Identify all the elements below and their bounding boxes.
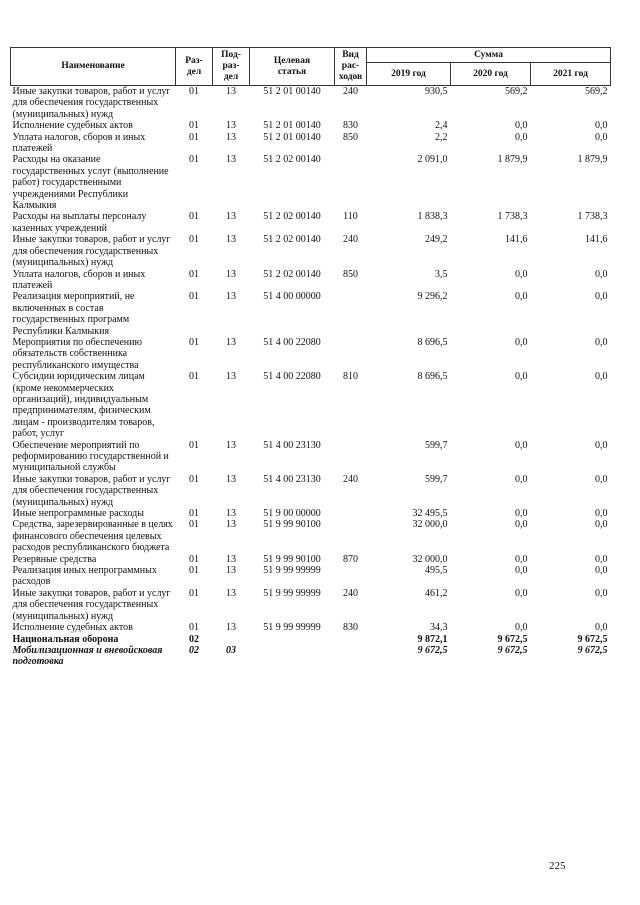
cell-sum-2021: 0,0 <box>595 291 608 303</box>
cell-razdel: 01 <box>189 371 199 383</box>
table-row <box>11 588 611 622</box>
cell-sum-2020: 0,0 <box>515 622 528 634</box>
cell-vid: 240 <box>343 473 358 485</box>
cell-name: Уплата налогов, сборов и иных платежей <box>12 268 146 291</box>
cell-name: Реализация мероприятий, не включенных в состав государственных программ Республики Калмыкия <box>12 291 135 337</box>
cell-target <box>250 645 335 668</box>
table-row <box>11 645 611 668</box>
cell-name: Иные закупки товаров, работ и услуг для обеспечения государственных (муниципальных) нужд <box>12 234 171 269</box>
cell-target: 51 9 99 99999 <box>263 587 321 599</box>
cell-sum-2019: 2,2 <box>435 131 448 143</box>
cell-target: 51 9 99 99999 <box>263 622 321 634</box>
cell-name: Иные закупки товаров, работ и услуг для обеспечения государственных (муниципальных) нужд <box>12 587 171 622</box>
header-podrazdel: Под- раз- дел <box>213 48 250 86</box>
cell-razdel: 01 <box>189 211 199 223</box>
cell-vid <box>335 337 367 371</box>
cell-podrazdel: 13 <box>226 519 236 531</box>
cell-sum-2020: 0,0 <box>515 508 528 520</box>
cell-sum-2019: 495,5 <box>425 565 448 577</box>
cell-razdel: 01 <box>189 268 199 280</box>
cell-sum-2020: 0,0 <box>515 371 528 383</box>
cell-vid: 240 <box>343 587 358 599</box>
cell-podrazdel: 03 <box>226 644 236 656</box>
cell-razdel: 01 <box>189 519 199 531</box>
cell-sum-2021: 0,0 <box>595 519 608 531</box>
cell-sum-2020: 0,0 <box>515 291 528 303</box>
cell-target: 51 2 02 00140 <box>263 268 321 280</box>
cell-razdel: 01 <box>189 154 199 166</box>
header-2019: 2019 год <box>367 63 451 86</box>
cell-podrazdel: 13 <box>226 120 236 132</box>
cell-vid <box>335 508 367 519</box>
cell-vid: 850 <box>343 131 358 143</box>
cell-sum-2021: 0,0 <box>595 508 608 520</box>
cell-sum-2020: 1 879,9 <box>497 154 528 166</box>
header-razdel: Раз- дел <box>176 48 213 86</box>
cell-sum-2019: 9 296,2 <box>417 291 448 303</box>
cell-razdel: 01 <box>189 234 199 246</box>
table-row <box>11 154 611 211</box>
header-2020: 2020 год <box>451 63 531 86</box>
cell-sum-2021: 1 879,9 <box>577 154 608 166</box>
cell-vid: 810 <box>343 371 358 383</box>
cell-vid: 240 <box>343 234 358 246</box>
cell-sum-2019: 32 495,5 <box>412 508 448 520</box>
cell-vid <box>335 634 367 645</box>
cell-podrazdel: 13 <box>226 211 236 223</box>
cell-sum-2019: 8 696,5 <box>417 336 448 348</box>
cell-sum-2019: 8 696,5 <box>417 371 448 383</box>
cell-sum-2019: 249,2 <box>425 234 448 246</box>
table-row <box>11 554 611 565</box>
cell-podrazdel: 13 <box>226 371 236 383</box>
cell-razdel: 01 <box>189 622 199 634</box>
cell-podrazdel <box>213 634 250 645</box>
cell-sum-2019: 930,5 <box>425 86 448 97</box>
cell-sum-2020: 9 672,5 <box>497 644 528 656</box>
cell-vid: 830 <box>343 622 358 634</box>
cell-sum-2019: 1 838,3 <box>417 211 448 223</box>
cell-target: 51 2 02 00140 <box>263 211 321 223</box>
cell-sum-2021: 0,0 <box>595 439 608 451</box>
cell-target: 51 2 02 00140 <box>263 154 321 166</box>
cell-sum-2020: 0,0 <box>515 473 528 485</box>
cell-razdel: 01 <box>189 565 199 577</box>
cell-sum-2021: 141,6 <box>585 234 608 246</box>
cell-sum-2021: 0,0 <box>595 565 608 577</box>
cell-razdel: 01 <box>189 120 199 132</box>
cell-name: Исполнение судебных актов <box>12 622 133 634</box>
cell-sum-2021: 0,0 <box>595 268 608 280</box>
cell-podrazdel: 13 <box>226 508 236 520</box>
cell-vid <box>335 519 367 553</box>
table-row <box>11 508 611 519</box>
cell-target: 51 9 00 00000 <box>263 508 321 520</box>
budget-table <box>10 47 611 668</box>
budget-table-sheet <box>10 47 610 668</box>
cell-podrazdel: 13 <box>226 291 236 303</box>
cell-target: 51 9 99 90100 <box>263 519 321 531</box>
cell-name: Иные закупки товаров, работ и услуг для обеспечения государственных (муниципальных) нужд <box>12 473 171 508</box>
cell-sum-2021: 0,0 <box>595 371 608 383</box>
cell-target: 51 4 00 23130 <box>263 439 321 451</box>
cell-vid: 850 <box>343 268 358 280</box>
cell-razdel: 01 <box>189 86 199 97</box>
table-row <box>11 440 611 474</box>
cell-name: Расходы на оказание государственных услуг (выполнение работ) государственными учреждениями Республики Калмыкия <box>12 154 169 212</box>
cell-sum-2019: 3,5 <box>435 268 448 280</box>
cell-razdel: 02 <box>189 644 199 656</box>
cell-sum-2019: 9 872,1 <box>417 633 448 645</box>
cell-podrazdel: 13 <box>226 131 236 143</box>
cell-podrazdel: 13 <box>226 473 236 485</box>
cell-name: Расходы на выплаты персоналу казенных учреждений <box>12 211 147 234</box>
cell-target <box>250 634 335 645</box>
table-row <box>11 132 611 155</box>
cell-vid <box>335 154 367 211</box>
table-row <box>11 120 611 131</box>
cell-sum-2019: 2 091,0 <box>417 154 448 166</box>
cell-podrazdel: 13 <box>226 234 236 246</box>
cell-podrazdel: 13 <box>226 565 236 577</box>
cell-sum-2019: 461,2 <box>425 587 448 599</box>
cell-name: Мобилизационная и вневойсковая подготовка <box>12 644 163 668</box>
header-vid: Вид рас- ходов <box>335 48 367 86</box>
cell-vid <box>335 440 367 474</box>
cell-razdel: 01 <box>189 336 199 348</box>
cell-name: Реализация иных непрограммных расходов <box>12 565 157 588</box>
cell-sum-2019: 32 000,0 <box>412 553 448 565</box>
cell-name: Национальная оборона <box>12 633 119 645</box>
cell-name: Мероприятия по обеспечению обязательств собственника республиканского имущества <box>12 336 142 371</box>
cell-sum-2020: 1 738,3 <box>497 211 528 223</box>
table-row <box>11 519 611 553</box>
cell-podrazdel: 13 <box>226 268 236 280</box>
cell-sum-2019: 2,4 <box>435 120 448 132</box>
cell-razdel: 01 <box>189 508 199 520</box>
cell-sum-2020: 0,0 <box>515 587 528 599</box>
cell-podrazdel: 13 <box>226 154 236 166</box>
cell-sum-2020: 9 672,5 <box>497 633 528 645</box>
cell-podrazdel: 13 <box>226 86 236 97</box>
cell-sum-2020: 569,2 <box>505 86 528 97</box>
cell-podrazdel: 13 <box>226 553 236 565</box>
cell-sum-2019: 599,7 <box>425 439 448 451</box>
cell-name: Иные закупки товаров, работ и услуг для обеспечения государственных (муниципальных) нужд <box>12 86 171 120</box>
cell-sum-2021: 0,0 <box>595 473 608 485</box>
cell-target: 51 4 00 00000 <box>263 291 321 303</box>
cell-sum-2021: 0,0 <box>595 587 608 599</box>
cell-sum-2020: 0,0 <box>515 268 528 280</box>
cell-sum-2021: 0,0 <box>595 622 608 634</box>
table-row <box>11 291 611 337</box>
cell-vid: 240 <box>343 86 358 97</box>
cell-sum-2020: 0,0 <box>515 336 528 348</box>
table-row <box>11 234 611 268</box>
cell-name: Резервные средства <box>12 553 97 565</box>
cell-sum-2020: 141,6 <box>505 234 528 246</box>
cell-sum-2020: 0,0 <box>515 120 528 132</box>
table-row <box>11 269 611 292</box>
cell-vid: 110 <box>343 211 358 223</box>
cell-target: 51 9 99 90100 <box>263 553 321 565</box>
cell-vid <box>335 565 367 588</box>
cell-name: Уплата налогов, сборов и иных платежей <box>12 131 146 155</box>
cell-sum-2019: 599,7 <box>425 473 448 485</box>
cell-target: 51 2 01 00140 <box>263 131 321 143</box>
table-row <box>11 211 611 234</box>
cell-target: 51 4 00 22080 <box>263 371 321 383</box>
table-row <box>11 337 611 371</box>
header-summa: Сумма <box>367 48 611 63</box>
cell-podrazdel: 13 <box>226 336 236 348</box>
cell-vid <box>335 645 367 668</box>
cell-name: Средства, зарезервированные в целях финансового обеспечения целевых расходов республиканского бюджета <box>12 519 173 554</box>
cell-sum-2019: 9 672,5 <box>417 644 448 656</box>
cell-sum-2020: 0,0 <box>515 439 528 451</box>
cell-razdel: 01 <box>189 131 199 143</box>
cell-sum-2021: 9 672,5 <box>577 644 608 656</box>
table-row <box>11 86 611 121</box>
cell-sum-2021: 0,0 <box>595 336 608 348</box>
table-row <box>11 622 611 633</box>
cell-sum-2019: 34,3 <box>430 622 448 634</box>
table-body <box>11 86 611 668</box>
cell-razdel: 01 <box>189 291 199 303</box>
cell-target: 51 2 01 00140 <box>263 86 321 97</box>
header-2021: 2021 год <box>531 63 611 86</box>
cell-target: 51 2 01 00140 <box>263 120 321 132</box>
cell-target: 51 9 99 99999 <box>263 565 321 577</box>
table-row <box>11 371 611 439</box>
cell-sum-2021: 0,0 <box>595 120 608 132</box>
cell-target: 51 4 00 22080 <box>263 336 321 348</box>
cell-podrazdel: 13 <box>226 622 236 634</box>
header-name: Наименование <box>11 48 176 86</box>
cell-name: Исполнение судебных актов <box>12 120 133 132</box>
table-row <box>11 474 611 508</box>
cell-razdel: 01 <box>189 553 199 565</box>
cell-target: 51 4 00 23130 <box>263 473 321 485</box>
cell-sum-2019: 32 000,0 <box>412 519 448 531</box>
cell-vid: 830 <box>343 120 358 132</box>
cell-sum-2021: 9 672,5 <box>577 633 608 645</box>
table-row <box>11 634 611 645</box>
cell-name: Субсидии юридическим лицам (кроме некоммерческих организаций), индивидуальным предпринимателям, физическим лицам - производителям товаров, работ, услуг <box>12 371 155 440</box>
cell-razdel: 02 <box>189 633 199 645</box>
cell-target: 51 2 02 00140 <box>263 234 321 246</box>
cell-sum-2021: 0,0 <box>595 131 608 143</box>
cell-name: Иные непрограммные расходы <box>12 508 144 520</box>
cell-sum-2020: 0,0 <box>515 131 528 143</box>
cell-sum-2020: 0,0 <box>515 519 528 531</box>
cell-vid: 870 <box>343 553 358 565</box>
cell-name: Обеспечение мероприятий по реформированию государственной и муниципальной службы <box>12 439 169 474</box>
cell-sum-2021: 569,2 <box>585 86 608 97</box>
cell-podrazdel: 13 <box>226 439 236 451</box>
cell-sum-2021: 1 738,3 <box>577 211 608 223</box>
cell-razdel: 01 <box>189 473 199 485</box>
page-number: 225 <box>549 860 566 872</box>
header-target: Целевая статья <box>250 48 335 86</box>
cell-sum-2020: 0,0 <box>515 565 528 577</box>
cell-razdel: 01 <box>189 587 199 599</box>
cell-sum-2020: 0,0 <box>515 553 528 565</box>
cell-vid <box>335 291 367 337</box>
cell-sum-2021: 0,0 <box>595 553 608 565</box>
cell-razdel: 01 <box>189 439 199 451</box>
cell-podrazdel: 13 <box>226 587 236 599</box>
table-row <box>11 565 611 588</box>
